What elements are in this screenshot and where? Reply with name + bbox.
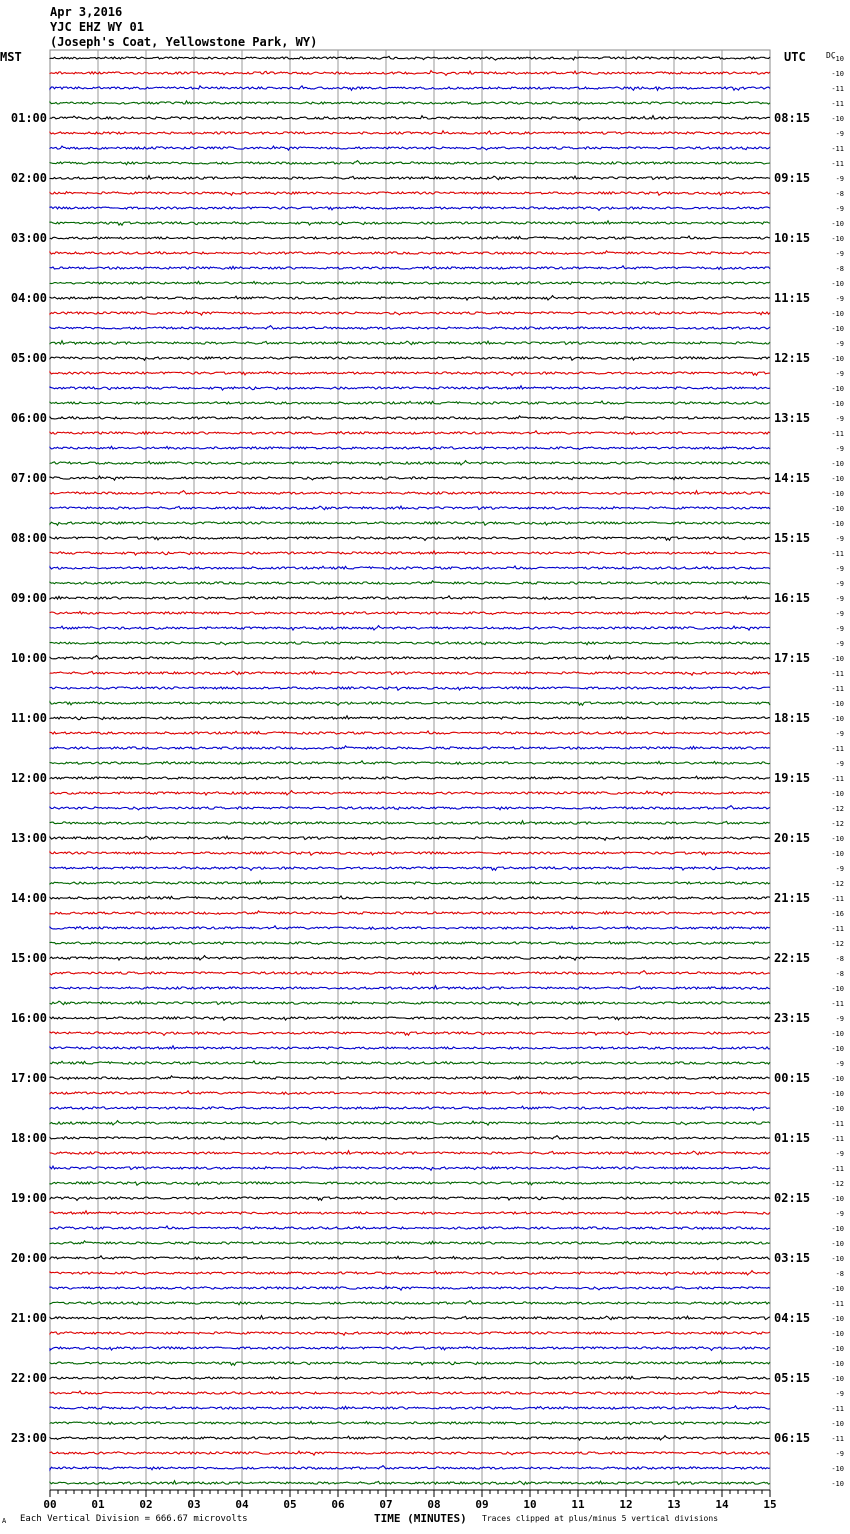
- left-hour-label: 19:00: [10, 1191, 47, 1205]
- dc-offset-label: -9: [835, 130, 844, 138]
- trace-row-47: [50, 761, 770, 765]
- x-tick-label: 07: [379, 1498, 393, 1511]
- date-label: Apr 3,2016: [50, 5, 123, 19]
- dc-offset-label: -10: [831, 1285, 844, 1293]
- trace-row-95: [50, 1481, 770, 1485]
- left-hour-labels: [11, 111, 47, 1445]
- left-hour-label: 12:00: [10, 771, 47, 785]
- station-label: YJC EHZ WY 01: [50, 20, 144, 34]
- dc-offset-label: -11: [831, 1120, 844, 1128]
- left-hour-label: 22:00: [10, 1371, 47, 1385]
- dc-offset-label: -10: [831, 1090, 844, 1098]
- left-hour-label: 18:00: [10, 1131, 47, 1145]
- x-axis-title: TIME (MINUTES): [374, 1512, 467, 1525]
- dc-offset-label: -10: [831, 115, 844, 123]
- trace-row-85: [50, 1332, 770, 1336]
- trace-row-29: [50, 491, 770, 495]
- dc-offset-label: -10: [831, 70, 844, 78]
- dc-offset-label: -10: [831, 985, 844, 993]
- seismic-traces: [50, 56, 770, 1484]
- dc-offset-label: -10: [831, 55, 844, 63]
- trace-row-74: [50, 1166, 770, 1170]
- dc-offset-label: -11: [831, 550, 844, 558]
- trace-row-68: [50, 1076, 770, 1080]
- left-hour-label: 11:00: [10, 711, 47, 725]
- trace-row-54: [50, 867, 770, 871]
- trace-row-71: [50, 1121, 770, 1125]
- right-hour-label: 21:15: [774, 891, 811, 905]
- trace-row-15: [50, 281, 770, 284]
- left-hour-label: 05:00: [10, 351, 47, 365]
- trace-row-22: [50, 386, 770, 390]
- trace-row-19: [50, 341, 770, 345]
- x-tick-label: 00: [43, 1498, 57, 1511]
- dc-offset-label: -10: [831, 1420, 844, 1428]
- left-hour-label: 16:00: [10, 1011, 47, 1025]
- dc-offset-label: -9: [835, 415, 844, 423]
- dc-offset-label: -8: [835, 1270, 844, 1278]
- x-tick-label: 05: [283, 1498, 297, 1511]
- dc-offset-label: -11: [831, 160, 844, 168]
- dc-offset-label: -8: [835, 970, 844, 978]
- trace-row-77: [50, 1211, 770, 1214]
- trace-row-32: [50, 536, 770, 540]
- left-hour-label: 13:00: [10, 831, 47, 845]
- right-timezone-label: UTC: [784, 50, 806, 64]
- trace-row-49: [50, 791, 770, 795]
- dc-offset-label: -9: [835, 535, 844, 543]
- right-hour-label: 05:15: [774, 1371, 811, 1385]
- trace-row-57: [50, 911, 770, 915]
- left-hour-label: 01:00: [10, 111, 47, 125]
- x-tick-label: 12: [619, 1498, 633, 1511]
- x-tick-label: 15: [763, 1498, 777, 1511]
- trace-row-61: [50, 971, 770, 975]
- dc-offset-label: -10: [831, 310, 844, 318]
- left-hour-label: 17:00: [10, 1071, 47, 1085]
- trace-row-82: [50, 1286, 770, 1290]
- dc-offset-label: -10: [831, 1225, 844, 1233]
- trace-row-21: [50, 371, 770, 375]
- left-hour-label: 03:00: [10, 231, 47, 245]
- trace-row-0: [50, 56, 770, 60]
- dc-offset-label: -10: [831, 505, 844, 513]
- trace-row-58: [50, 926, 770, 930]
- right-hour-label: 12:15: [774, 351, 811, 365]
- trace-row-43: [50, 701, 770, 705]
- trace-row-31: [50, 522, 770, 525]
- right-hour-label: 16:15: [774, 591, 811, 605]
- dc-offset-label: -10: [831, 400, 844, 408]
- dc-offset-label: -9: [835, 175, 844, 183]
- dc-label: DC: [826, 51, 836, 60]
- dc-offset-label: -9: [835, 445, 844, 453]
- dc-offset-label: -9: [835, 730, 844, 738]
- dc-offset-label: -10: [831, 475, 844, 483]
- trace-row-7: [50, 161, 770, 165]
- dc-offset-label: -8: [835, 955, 844, 963]
- dc-offset-label: -12: [831, 805, 844, 813]
- trace-row-91: [50, 1421, 770, 1424]
- trace-row-36: [50, 596, 770, 600]
- trace-row-53: [50, 851, 770, 855]
- trace-row-10: [50, 206, 770, 210]
- trace-row-35: [50, 581, 770, 585]
- left-hour-label: 21:00: [10, 1311, 47, 1325]
- trace-row-13: [50, 251, 770, 255]
- right-hour-label: 17:15: [774, 651, 811, 665]
- dc-offset-label: -11: [831, 1435, 844, 1443]
- trace-row-27: [50, 461, 770, 465]
- left-hour-label: 10:00: [10, 651, 47, 665]
- x-tick-label: 06: [331, 1498, 345, 1511]
- trace-row-93: [50, 1451, 770, 1455]
- trace-row-42: [50, 687, 770, 690]
- trace-row-87: [50, 1361, 770, 1366]
- trace-row-46: [50, 746, 770, 750]
- dc-offset-label: -10: [831, 1075, 844, 1083]
- trace-row-37: [50, 611, 770, 614]
- trace-row-66: [50, 1046, 770, 1049]
- dc-offset-label: -10: [831, 325, 844, 333]
- trace-row-51: [50, 821, 770, 825]
- trace-row-88: [50, 1376, 770, 1379]
- right-hour-labels: [774, 111, 810, 1445]
- trace-row-34: [50, 566, 770, 569]
- right-hour-label: 22:15: [774, 951, 811, 965]
- dc-offset-label: -9: [835, 250, 844, 258]
- dc-offset-label: -10: [831, 850, 844, 858]
- dc-offset-label: -9: [835, 1060, 844, 1068]
- dc-offset-label: -11: [831, 100, 844, 108]
- dc-offset-label: -10: [831, 1330, 844, 1338]
- dc-offset-label: -8: [835, 190, 844, 198]
- trace-row-38: [50, 626, 770, 630]
- dc-offset-label: -9: [835, 1210, 844, 1218]
- trace-row-75: [50, 1181, 770, 1185]
- left-hour-label: 20:00: [10, 1251, 47, 1265]
- trace-row-78: [50, 1226, 770, 1230]
- trace-row-39: [50, 642, 770, 645]
- trace-row-4: [50, 116, 770, 120]
- x-tick-label: 04: [235, 1498, 249, 1511]
- dc-offset-label: -12: [831, 820, 844, 828]
- right-hour-label: 11:15: [774, 291, 811, 305]
- clip-note: Traces clipped at plus/minus 5 vertical divisions: [482, 1514, 719, 1523]
- trace-row-26: [50, 446, 770, 449]
- dc-offset-label: -11: [831, 145, 844, 153]
- dc-offset-label: -12: [831, 880, 844, 888]
- trace-row-79: [50, 1241, 770, 1244]
- dc-offset-label: -9: [835, 1390, 844, 1398]
- dc-offset-label: -10: [831, 1045, 844, 1053]
- dc-offset-label: -11: [831, 1135, 844, 1143]
- x-tick-label: 14: [715, 1498, 729, 1511]
- dc-offset-label: -9: [835, 340, 844, 348]
- trace-row-80: [50, 1256, 770, 1260]
- trace-row-25: [50, 431, 770, 435]
- dc-offset-label: -10: [831, 1255, 844, 1263]
- dc-offset-label: -9: [835, 595, 844, 603]
- trace-row-62: [50, 986, 770, 990]
- left-hour-label: 02:00: [10, 171, 47, 185]
- dc-offset-label: -10: [831, 1240, 844, 1248]
- trace-row-41: [50, 671, 770, 675]
- dc-offset-label: -10: [831, 520, 844, 528]
- dc-offset-label: -12: [831, 1180, 844, 1188]
- trace-row-6: [50, 146, 770, 150]
- trace-row-18: [50, 326, 770, 329]
- trace-row-33: [50, 551, 770, 555]
- dc-offset-label: -10: [831, 1465, 844, 1473]
- dc-offset-label: -10: [831, 460, 844, 468]
- dc-offset-label: -9: [835, 1150, 844, 1158]
- right-hour-label: 19:15: [774, 771, 811, 785]
- dc-offset-label: -10: [831, 490, 844, 498]
- dc-offset-label: -10: [831, 715, 844, 723]
- dc-offset-label: -10: [831, 835, 844, 843]
- dc-offset-label: -10: [831, 1480, 844, 1488]
- dc-offset-label: -9: [835, 760, 844, 768]
- dc-offset-label: -11: [831, 745, 844, 753]
- dc-offset-label: -11: [831, 430, 844, 438]
- trace-row-16: [50, 296, 770, 300]
- dc-offset-label: -10: [831, 1105, 844, 1113]
- trace-row-65: [50, 1032, 770, 1036]
- trace-row-76: [50, 1197, 770, 1201]
- dc-offset-label: -10: [831, 655, 844, 663]
- trace-row-86: [50, 1346, 770, 1350]
- trace-row-12: [50, 236, 770, 239]
- left-hour-label: 14:00: [10, 891, 47, 905]
- trace-row-81: [50, 1271, 770, 1275]
- dc-offset-label: -11: [831, 925, 844, 933]
- dc-offset-label: -10: [831, 1345, 844, 1353]
- dc-offset-labels: [831, 55, 844, 1488]
- trace-row-69: [50, 1091, 770, 1095]
- trace-row-2: [50, 86, 770, 90]
- dc-offset-label: -9: [835, 640, 844, 648]
- trace-row-92: [50, 1436, 770, 1440]
- right-hour-label: 08:15: [774, 111, 811, 125]
- dc-offset-label: -11: [831, 1000, 844, 1008]
- trace-row-44: [50, 716, 770, 720]
- x-tick-label: 02: [139, 1498, 153, 1511]
- trace-row-73: [50, 1151, 770, 1155]
- right-hour-label: 18:15: [774, 711, 811, 725]
- trace-row-5: [50, 131, 770, 134]
- dc-offset-label: -11: [831, 685, 844, 693]
- dc-offset-label: -10: [831, 1195, 844, 1203]
- trace-row-90: [50, 1406, 770, 1409]
- dc-offset-label: -9: [835, 205, 844, 213]
- x-axis: [43, 1490, 776, 1511]
- trace-row-9: [50, 192, 770, 196]
- dc-offset-label: -9: [835, 610, 844, 618]
- dc-offset-label: -11: [831, 895, 844, 903]
- dc-offset-label: -10: [831, 700, 844, 708]
- dc-offset-label: -10: [831, 1375, 844, 1383]
- trace-row-28: [50, 476, 770, 480]
- right-hour-label: 00:15: [774, 1071, 811, 1085]
- left-hour-label: 23:00: [10, 1431, 47, 1445]
- scale-note: Each Vertical Division = 666.67 microvolts: [20, 1514, 248, 1524]
- dc-offset-label: -10: [831, 1360, 844, 1368]
- x-tick-label: 09: [475, 1498, 489, 1511]
- right-hour-label: 09:15: [774, 171, 811, 185]
- dc-offset-label: -9: [835, 625, 844, 633]
- right-hour-label: 14:15: [774, 471, 811, 485]
- trace-row-23: [50, 401, 770, 404]
- x-tick-label: 01: [91, 1498, 105, 1511]
- trace-row-1: [50, 71, 770, 76]
- right-hour-label: 03:15: [774, 1251, 811, 1265]
- location-label: (Joseph's Coat, Yellowstone Park, WY): [50, 35, 318, 49]
- trace-row-11: [50, 221, 770, 226]
- dc-offset-label: -11: [831, 670, 844, 678]
- x-tick-label: 03: [187, 1498, 201, 1511]
- dc-offset-label: -10: [831, 1315, 844, 1323]
- right-hour-label: 02:15: [774, 1191, 811, 1205]
- trace-row-63: [50, 1001, 770, 1005]
- dc-offset-label: -10: [831, 220, 844, 228]
- dc-offset-label: -11: [831, 775, 844, 783]
- trace-row-52: [50, 836, 770, 840]
- trace-row-40: [50, 656, 770, 660]
- trace-row-45: [50, 731, 770, 734]
- dc-offset-label: -9: [835, 580, 844, 588]
- dc-offset-label: -9: [835, 1450, 844, 1458]
- trace-row-8: [50, 176, 770, 180]
- x-tick-label: 11: [571, 1498, 585, 1511]
- left-hour-label: 08:00: [10, 531, 47, 545]
- left-hour-label: 04:00: [10, 291, 47, 305]
- trace-row-84: [50, 1316, 770, 1320]
- right-hour-label: 06:15: [774, 1431, 811, 1445]
- right-hour-label: 20:15: [774, 831, 811, 845]
- trace-row-89: [50, 1391, 770, 1395]
- dc-offset-label: -8: [835, 265, 844, 273]
- right-hour-label: 13:15: [774, 411, 811, 425]
- right-hour-label: 10:15: [774, 231, 811, 245]
- left-hour-label: 09:00: [10, 591, 47, 605]
- scale-mark: A: [2, 1517, 7, 1525]
- trace-row-55: [50, 881, 770, 884]
- left-hour-label: 07:00: [10, 471, 47, 485]
- dc-offset-label: -12: [831, 940, 844, 948]
- right-hour-label: 01:15: [774, 1131, 811, 1145]
- dc-offset-label: -9: [835, 865, 844, 873]
- trace-row-17: [50, 311, 770, 315]
- trace-row-59: [50, 941, 770, 944]
- trace-row-20: [50, 357, 770, 360]
- dc-offset-label: -10: [831, 355, 844, 363]
- trace-row-56: [50, 896, 770, 899]
- left-hour-label: 15:00: [10, 951, 47, 965]
- dc-offset-label: -11: [831, 85, 844, 93]
- dc-offset-label: -11: [831, 1300, 844, 1308]
- trace-row-72: [50, 1136, 770, 1140]
- trace-row-30: [50, 506, 770, 510]
- trace-row-67: [50, 1061, 770, 1064]
- dc-offset-label: -10: [831, 385, 844, 393]
- trace-row-60: [50, 956, 770, 960]
- trace-row-70: [50, 1106, 770, 1110]
- left-hour-label: 06:00: [10, 411, 47, 425]
- trace-row-24: [50, 416, 770, 420]
- left-timezone-label: MST: [0, 50, 22, 64]
- dc-offset-label: -9: [835, 295, 844, 303]
- dc-offset-label: -16: [831, 910, 844, 918]
- trace-row-94: [50, 1466, 770, 1470]
- trace-row-83: [50, 1301, 770, 1305]
- trace-row-64: [50, 1016, 770, 1020]
- x-tick-label: 13: [667, 1498, 681, 1511]
- trace-row-14: [50, 266, 770, 270]
- trace-row-50: [50, 806, 770, 810]
- right-hour-label: 15:15: [774, 531, 811, 545]
- dc-offset-label: -11: [831, 1405, 844, 1413]
- trace-row-3: [50, 101, 770, 104]
- dc-offset-label: -10: [831, 280, 844, 288]
- dc-offset-label: -9: [835, 1015, 844, 1023]
- dc-offset-label: -10: [831, 1030, 844, 1038]
- dc-offset-label: -11: [831, 1165, 844, 1173]
- x-tick-label: 08: [427, 1498, 441, 1511]
- dc-offset-label: -9: [835, 370, 844, 378]
- dc-offset-label: -9: [835, 565, 844, 573]
- right-hour-label: 23:15: [774, 1011, 811, 1025]
- trace-row-48: [50, 776, 770, 779]
- dc-offset-label: -10: [831, 790, 844, 798]
- right-hour-label: 04:15: [774, 1311, 811, 1325]
- dc-offset-label: -10: [831, 235, 844, 243]
- x-tick-label: 10: [523, 1498, 537, 1511]
